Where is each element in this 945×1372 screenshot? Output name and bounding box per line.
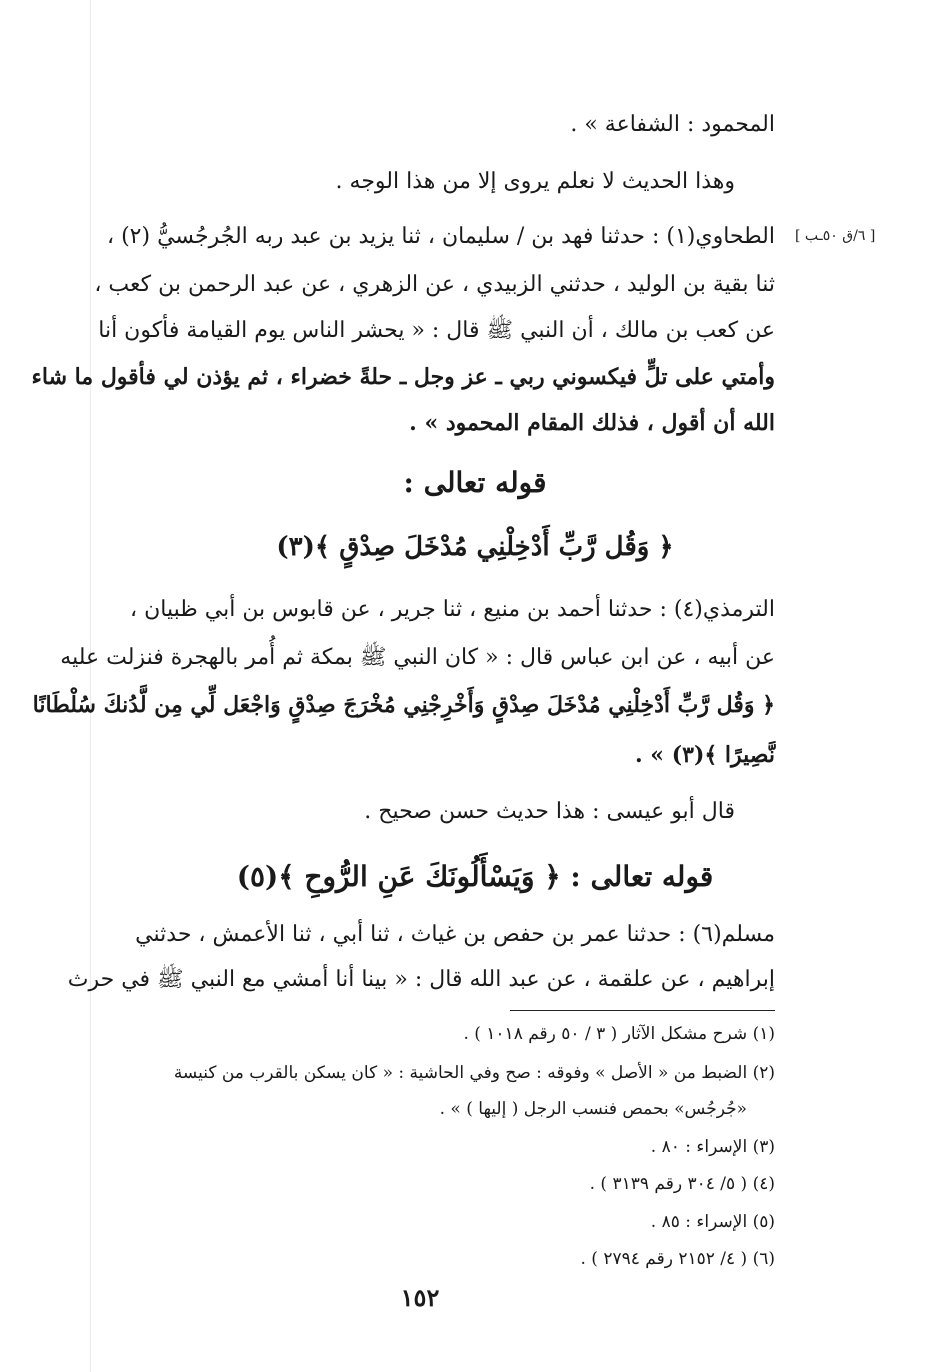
body-line: ﴿ وَقُل رَّبِّ أَدْخِلْنِي مُدْخَلَ صِدْقٍ وَأَخْرِجْنِي مُخْرَجَ صِدْقٍ وَاجْعَل لِّي مِن لَّدُنكَ سُلْطَانًا — [32, 692, 775, 718]
body-line: وهذا الحديث لا نعلم يروى إلا من هذا الوجه . — [335, 169, 735, 194]
body-line: نَّصِيرًا ﴾(٣) » . — [634, 742, 775, 768]
footnote: (٢) الضبط من « الأصل » وفوقه : صح وفي الحاشية : « كان يسكن بالقرب من كنيسة — [173, 1063, 775, 1083]
body-line: الطحاوي(١) : حدثنا فهد بن / سليمان ، ثنا يزيد بن عبد ربه الجُرجُسيُّ (٢) ، — [106, 224, 775, 249]
section-heading: قوله تعالى : — [403, 466, 547, 499]
body-line: الترمذي(٤) : حدثنا أحمد بن منيع ، ثنا جرير ، عن قابوس بن أبي ظبيان ، — [130, 597, 775, 622]
body-line: إبراهيم ، عن علقمة ، عن عبد الله قال : « بينا أنا أمشي مع النبي ﷺ في حرث — [67, 967, 775, 992]
footnote: (٦) ( ٤/ ٢١٥٢ رقم ٢٧٩٤ ) . — [580, 1249, 775, 1269]
body-line: وأمتي على تلٍّ فيكسوني ربي ـ عز وجل ـ حلةً خضراء ، ثم يؤذن لي فأقول ما شاء — [31, 364, 775, 390]
quran-verse-heading: ﴿ وَقُل رَّبِّ أَدْخِلْنِي مُدْخَلَ صِدْقٍ ﴾(٣) — [276, 532, 674, 562]
body-line: المحمود : الشفاعة » . — [570, 112, 775, 137]
footnote-continuation: «جُرجُس» بحمص فنسب الرجل ( إليها ) » . — [439, 1099, 747, 1119]
body-line: عن أبيه ، عن ابن عباس قال : « كان النبي ﷺ بمكة ثم أُمر بالهجرة فنزلت عليه — [60, 645, 775, 670]
scan-edge-line — [90, 0, 91, 1372]
page-number: ١٥٢ — [400, 1283, 440, 1312]
footnote: (٤) ( ٥/ ٣٠٤ رقم ٣١٣٩ ) . — [589, 1174, 775, 1194]
footnote: (١) شرح مشكل الآثار ( ٣ / ٥٠ رقم ١٠١٨ ) . — [463, 1024, 775, 1044]
body-line: الله أن أقول ، فذلك المقام المحمود » . — [409, 410, 775, 436]
body-line: قال أبو عيسى : هذا حديث حسن صحيح . — [364, 799, 735, 824]
footnote: (٣) الإسراء : ٨٠ . — [650, 1137, 775, 1157]
body-line: ثنا بقية بن الوليد ، حدثني الزبيدي ، عن الزهري ، عن عبد الرحمن بن كعب ، — [94, 272, 775, 297]
margin-manuscript-note: [ ٦/ق ٥٠ـب ] — [795, 228, 876, 244]
footnote: (٥) الإسراء : ٨٥ . — [650, 1212, 775, 1232]
section-heading: قوله تعالى : ﴿ وَيَسْأَلُونَكَ عَنِ الرُّوحِ ﴾(٥) — [236, 860, 714, 893]
body-line: عن كعب بن مالك ، أن النبي ﷺ قال : « يحشر الناس يوم القيامة فأكون أنا — [98, 318, 775, 343]
body-line: مسلم(٦) : حدثنا عمر بن حفص بن غياث ، ثنا أبي ، ثنا الأعمش ، حدثني — [135, 922, 775, 947]
footnote-rule — [510, 1010, 775, 1011]
